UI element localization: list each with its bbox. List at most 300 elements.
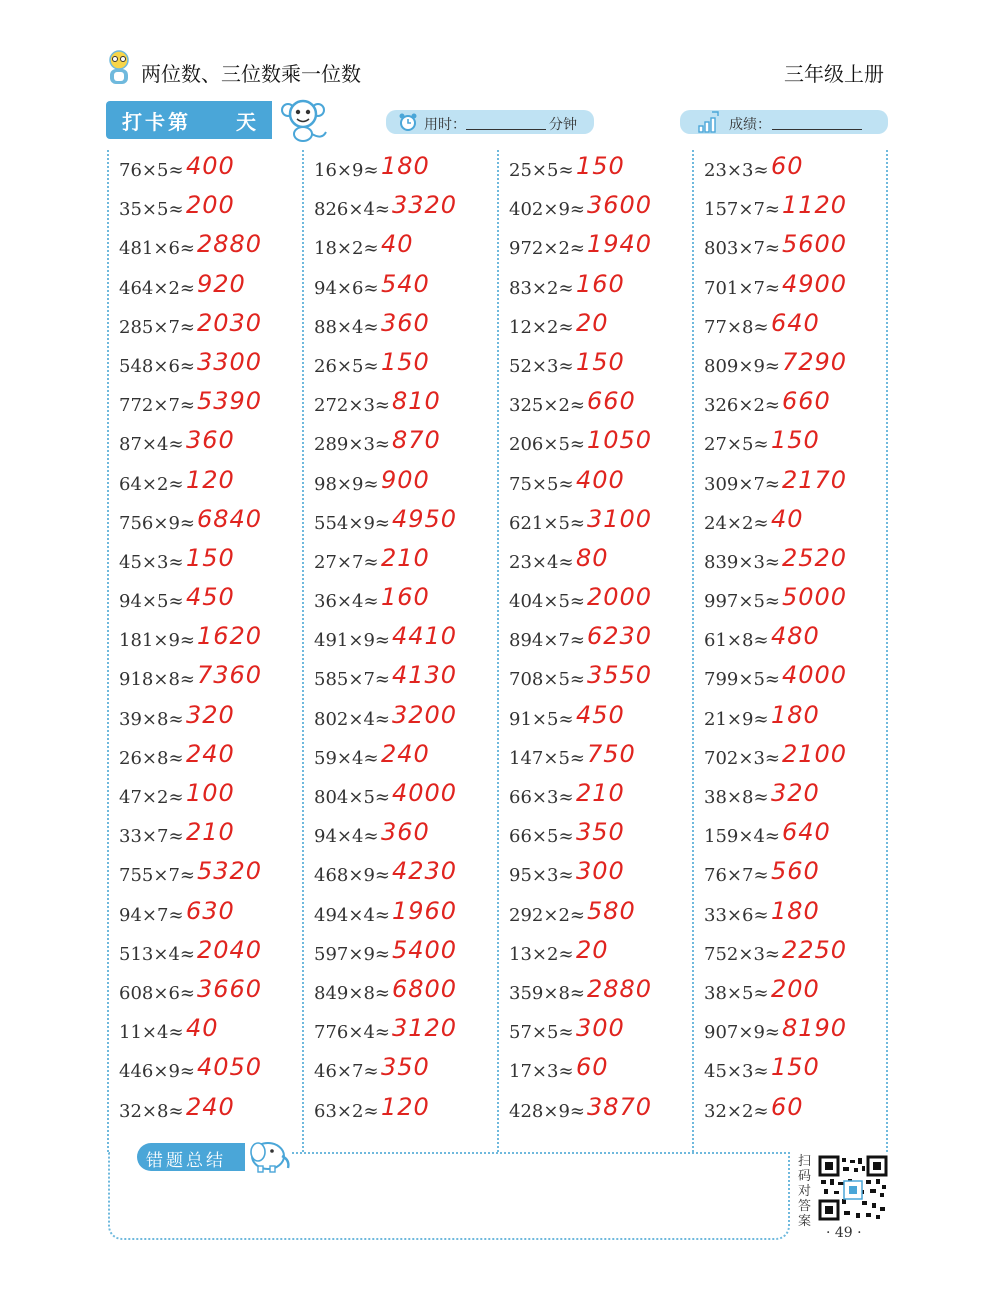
- exercise-row: [497, 1014, 692, 1053]
- exercise-row: [107, 857, 302, 896]
- exercise-grid: [107, 150, 888, 1152]
- exercise-row: [692, 191, 887, 230]
- score-label: 成绩：: [729, 117, 771, 133]
- exercise-question: 76×7≈: [704, 865, 769, 887]
- exercise-question: 402×9≈: [509, 199, 585, 221]
- exercise-row: [497, 936, 692, 975]
- exercise-question: 597×9≈: [314, 943, 390, 965]
- exercise-row: [107, 309, 302, 348]
- exercise-column: [692, 152, 887, 1132]
- exercise-answer[interactable]: 4230: [392, 857, 458, 886]
- exercise-row: [497, 505, 692, 544]
- exercise-row: [107, 1093, 302, 1132]
- exercise-answer[interactable]: 100: [186, 779, 235, 807]
- exercise-row: [107, 661, 302, 700]
- exercise-answer[interactable]: 20: [576, 935, 609, 964]
- exercise-answer[interactable]: 3300: [197, 347, 263, 376]
- exercise-question: 87×4≈: [119, 434, 184, 456]
- exercise-row: [692, 309, 887, 348]
- exercise-question: 826×4≈: [314, 199, 390, 221]
- exercise-row: [107, 622, 302, 661]
- exercise-row: [692, 426, 887, 465]
- exercise-question: 75×5≈: [509, 473, 574, 495]
- exercise-row: [302, 544, 497, 583]
- exercise-answer[interactable]: 400: [186, 152, 235, 180]
- exercise-answer[interactable]: 7290: [782, 347, 848, 376]
- exercise-row: [692, 740, 887, 779]
- exercise-question: 894×7≈: [509, 630, 585, 652]
- checkin-day-label: 天: [236, 110, 256, 134]
- exercise-answer[interactable]: 210: [186, 818, 235, 847]
- exercise-answer[interactable]: 320: [186, 700, 235, 729]
- exercise-row: [302, 936, 497, 975]
- exercise-row: [302, 701, 497, 740]
- exercise-answer[interactable]: 900: [381, 465, 430, 494]
- exercise-answer[interactable]: 2000: [587, 583, 653, 612]
- exercise-question: 802×4≈: [314, 708, 390, 730]
- exercise-answer[interactable]: 180: [771, 896, 820, 925]
- exercise-answer[interactable]: 5400: [392, 935, 458, 964]
- exercise-answer[interactable]: 7360: [197, 661, 263, 690]
- exercise-question: 36×4≈: [314, 591, 379, 613]
- exercise-question: 13×2≈: [509, 943, 574, 965]
- exercise-question: 63×2≈: [314, 1100, 379, 1122]
- exercise-answer[interactable]: 3120: [392, 1014, 458, 1043]
- exercise-question: 839×3≈: [704, 551, 780, 573]
- exercise-row: [692, 818, 887, 857]
- exercise-answer[interactable]: 160: [576, 269, 625, 298]
- exercise-row: [497, 897, 692, 936]
- exercise-column: [302, 152, 497, 1132]
- exercise-question: 206×5≈: [509, 434, 585, 456]
- qr-code-icon[interactable]: [818, 1155, 888, 1221]
- checkin-label: 打卡第: [122, 110, 191, 134]
- exercise-answer[interactable]: 160: [381, 583, 430, 612]
- exercise-question: 147×5≈: [509, 747, 585, 769]
- exercise-answer[interactable]: 60: [771, 152, 804, 180]
- exercise-answer[interactable]: 5390: [197, 387, 263, 416]
- exercise-question: 849×8≈: [314, 982, 390, 1004]
- exercise-answer[interactable]: 5000: [782, 583, 848, 612]
- exercise-answer[interactable]: 4950: [392, 504, 458, 533]
- exercise-row: [692, 152, 887, 191]
- exercise-question: 27×7≈: [314, 551, 379, 573]
- exercise-question: 64×2≈: [119, 473, 184, 495]
- exercise-row: [302, 387, 497, 426]
- exercise-question: 47×2≈: [119, 787, 184, 808]
- exercise-row: [692, 270, 887, 309]
- exercise-row: [692, 1093, 887, 1132]
- exercise-answer[interactable]: 240: [186, 739, 235, 768]
- exercise-row: [692, 583, 887, 622]
- exercise-row: [497, 857, 692, 896]
- exercise-answer[interactable]: 630: [186, 896, 235, 925]
- exercise-question: 918×8≈: [119, 669, 195, 691]
- exercise-answer[interactable]: 8190: [782, 1014, 848, 1043]
- exercise-answer[interactable]: 40: [381, 230, 414, 259]
- exercise-answer[interactable]: 480: [771, 622, 820, 651]
- exercise-answer[interactable]: 210: [381, 543, 430, 572]
- exercise-question: 309×7≈: [704, 473, 780, 495]
- exercise-question: 38×5≈: [704, 982, 769, 1004]
- exercise-question: 809×9≈: [704, 355, 780, 377]
- exercise-row: [497, 466, 692, 505]
- exercise-answer[interactable]: 2100: [782, 739, 848, 768]
- exercise-answer[interactable]: 180: [381, 152, 430, 180]
- exercise-question: 804×5≈: [314, 787, 390, 808]
- exercise-row: [497, 583, 692, 622]
- exercise-row: [107, 779, 302, 818]
- exercise-question: 16×9≈: [314, 160, 379, 181]
- exercise-row: [107, 818, 302, 857]
- exercise-answer[interactable]: 1120: [782, 191, 848, 220]
- exercise-question: 33×7≈: [119, 826, 184, 848]
- exercise-answer[interactable]: 400: [576, 465, 625, 494]
- exercise-question: 76×5≈: [119, 160, 184, 181]
- score-input[interactable]: [772, 129, 862, 130]
- exercise-answer[interactable]: 3200: [392, 700, 458, 729]
- exercise-row: [497, 1053, 692, 1092]
- exercise-answer[interactable]: 3600: [587, 191, 653, 220]
- exercise-row: [692, 936, 887, 975]
- exercise-row: [302, 857, 497, 896]
- exercise-question: 17×3≈: [509, 1061, 574, 1083]
- exercise-row: [497, 818, 692, 857]
- owl-logo-icon: [106, 50, 132, 86]
- exercise-answer[interactable]: 360: [381, 308, 430, 337]
- mistake-summary-label: 错题总结: [146, 1151, 226, 1171]
- exercise-row: [302, 505, 497, 544]
- exercise-question: 18×2≈: [314, 238, 379, 260]
- exercise-answer[interactable]: 80: [576, 543, 609, 572]
- exercise-answer[interactable]: 240: [381, 739, 430, 768]
- exercise-row: [302, 740, 497, 779]
- exercise-row: [497, 622, 692, 661]
- exercise-answer[interactable]: 580: [587, 896, 636, 925]
- exercise-question: 585×7≈: [314, 669, 390, 691]
- exercise-answer[interactable]: 660: [782, 387, 831, 416]
- exercise-row: [692, 544, 887, 583]
- exercise-row: [107, 230, 302, 269]
- exercise-question: 83×2≈: [509, 277, 574, 299]
- exercise-answer[interactable]: 540: [381, 269, 430, 298]
- exercise-question: 159×4≈: [704, 826, 780, 848]
- exercise-answer[interactable]: 3550: [587, 661, 653, 690]
- exercise-answer[interactable]: 150: [576, 152, 625, 180]
- exercise-row: [107, 701, 302, 740]
- exercise-row: [107, 152, 302, 191]
- exercise-answer[interactable]: 750: [587, 739, 636, 768]
- exercise-row: [497, 740, 692, 779]
- exercise-answer[interactable]: 3870: [587, 1092, 653, 1121]
- exercise-answer[interactable]: 2250: [782, 935, 848, 964]
- exercise-question: 11×4≈: [119, 1022, 184, 1044]
- exercise-row: [107, 975, 302, 1014]
- exercise-question: 32×2≈: [704, 1100, 769, 1122]
- exercise-answer[interactable]: 20: [576, 308, 609, 337]
- exercise-question: 45×3≈: [119, 551, 184, 573]
- exercise-row: [302, 622, 497, 661]
- exercise-question: 272×3≈: [314, 395, 390, 417]
- exercise-question: 91×5≈: [509, 708, 574, 730]
- exercise-row: [107, 387, 302, 426]
- exercise-answer[interactable]: 560: [771, 857, 820, 886]
- exercise-row: [302, 661, 497, 700]
- exercise-row: [302, 152, 497, 191]
- exercise-question: 446×9≈: [119, 1061, 195, 1083]
- exercise-question: 33×6≈: [704, 904, 769, 926]
- time-label: 用时：: [424, 117, 466, 133]
- exercise-question: 94×5≈: [119, 591, 184, 613]
- exercise-row: [497, 191, 692, 230]
- exercise-question: 26×5≈: [314, 355, 379, 377]
- monkey-mascot-icon: [276, 96, 330, 142]
- grade-label: 三年级上册: [784, 62, 884, 86]
- exercise-row: [302, 1093, 497, 1132]
- exercise-answer[interactable]: 240: [186, 1092, 235, 1121]
- exercise-row: [107, 1014, 302, 1053]
- exercise-row: [302, 466, 497, 505]
- exercise-question: 494×4≈: [314, 904, 390, 926]
- exercise-answer[interactable]: 2520: [782, 543, 848, 572]
- exercise-answer[interactable]: 300: [576, 1014, 625, 1043]
- exercise-row: [107, 544, 302, 583]
- exercise-question: 94×4≈: [314, 826, 379, 848]
- exercise-answer[interactable]: 450: [576, 700, 625, 729]
- exercise-row: [497, 387, 692, 426]
- exercise-row: [497, 426, 692, 465]
- exercise-question: 548×6≈: [119, 355, 195, 377]
- exercise-answer[interactable]: 150: [576, 347, 625, 376]
- exercise-answer[interactable]: 2880: [587, 974, 653, 1003]
- exercise-question: 776×4≈: [314, 1022, 390, 1044]
- exercise-answer[interactable]: 150: [186, 543, 235, 572]
- exercise-answer[interactable]: 150: [771, 426, 820, 455]
- exercise-row: [302, 426, 497, 465]
- exercise-question: 23×3≈: [704, 160, 769, 181]
- exercise-row: [302, 897, 497, 936]
- exercise-answer[interactable]: 4410: [392, 622, 458, 651]
- exercise-answer[interactable]: 150: [771, 1053, 820, 1082]
- exercise-question: 57×5≈: [509, 1022, 574, 1044]
- exercise-question: 45×3≈: [704, 1061, 769, 1083]
- exercise-answer[interactable]: 180: [771, 700, 820, 729]
- exercise-answer[interactable]: 1050: [587, 426, 653, 455]
- exercise-answer[interactable]: 1940: [587, 230, 653, 259]
- exercise-question: 61×8≈: [704, 630, 769, 652]
- exercise-question: 772×7≈: [119, 395, 195, 417]
- exercise-row: [302, 230, 497, 269]
- exercise-question: 12×2≈: [509, 316, 574, 338]
- exercise-answer[interactable]: 870: [392, 426, 441, 455]
- exercise-row: [107, 348, 302, 387]
- exercise-row: [497, 544, 692, 583]
- exercise-answer[interactable]: 320: [771, 779, 820, 807]
- exercise-answer[interactable]: 4000: [392, 779, 458, 807]
- exercise-row: [497, 309, 692, 348]
- time-input[interactable]: [466, 129, 546, 130]
- exercise-question: 708×5≈: [509, 669, 585, 691]
- exercise-answer[interactable]: 200: [186, 191, 235, 220]
- exercise-question: 95×3≈: [509, 865, 574, 887]
- time-unit-label: 分钟: [549, 117, 577, 133]
- exercise-answer[interactable]: 4130: [392, 661, 458, 690]
- exercise-row: [107, 466, 302, 505]
- exercise-answer[interactable]: 40: [771, 504, 804, 533]
- exercise-answer[interactable]: 2030: [197, 308, 263, 337]
- exercise-row: [107, 505, 302, 544]
- exercise-row: [692, 1014, 887, 1053]
- exercise-answer[interactable]: 200: [771, 974, 820, 1003]
- exercise-row: [302, 191, 497, 230]
- exercise-answer[interactable]: 5320: [197, 857, 263, 886]
- exercise-answer[interactable]: 300: [576, 857, 625, 886]
- exercise-row: [692, 779, 887, 818]
- exercise-question: 621×5≈: [509, 512, 585, 534]
- exercise-row: [107, 740, 302, 779]
- exercise-answer[interactable]: 2880: [197, 230, 263, 259]
- exercise-row: [692, 387, 887, 426]
- exercise-question: 24×2≈: [704, 512, 769, 534]
- exercise-row: [692, 505, 887, 544]
- exercise-column: [497, 152, 692, 1132]
- exercise-answer[interactable]: 660: [587, 387, 636, 416]
- exercise-answer[interactable]: 4000: [782, 661, 848, 690]
- exercise-question: 39×8≈: [119, 708, 184, 730]
- exercise-question: 88×4≈: [314, 316, 379, 338]
- exercise-question: 608×6≈: [119, 982, 195, 1004]
- exercise-answer[interactable]: 920: [197, 269, 246, 298]
- exercise-answer[interactable]: 6800: [392, 974, 458, 1003]
- exercise-question: 46×7≈: [314, 1061, 379, 1083]
- exercise-answer[interactable]: 2170: [782, 465, 848, 494]
- exercise-row: [692, 230, 887, 269]
- exercise-question: 292×2≈: [509, 904, 585, 926]
- exercise-question: 752×3≈: [704, 943, 780, 965]
- exercise-question: 77×8≈: [704, 316, 769, 338]
- exercise-question: 554×9≈: [314, 512, 390, 534]
- exercise-question: 66×5≈: [509, 826, 574, 848]
- exercise-row: [497, 270, 692, 309]
- exercise-question: 52×3≈: [509, 355, 574, 377]
- exercise-row: [107, 270, 302, 309]
- exercise-question: 326×2≈: [704, 395, 780, 417]
- exercise-row: [302, 779, 497, 818]
- exercise-question: 21×9≈: [704, 708, 769, 730]
- exercise-row: [302, 818, 497, 857]
- exercise-row: [692, 661, 887, 700]
- trophy-chart-icon: [696, 110, 720, 134]
- page-title: 两位数、三位数乘一位数: [141, 62, 361, 86]
- exercise-question: 481×6≈: [119, 238, 195, 260]
- elephant-mascot-icon: [244, 1136, 294, 1174]
- exercise-answer[interactable]: 450: [186, 583, 235, 612]
- exercise-row: [497, 779, 692, 818]
- exercise-row: [302, 1053, 497, 1092]
- exercise-question: 32×8≈: [119, 1100, 184, 1122]
- exercise-row: [497, 701, 692, 740]
- exercise-row: [302, 270, 497, 309]
- exercise-answer[interactable]: 2040: [197, 935, 263, 964]
- exercise-answer[interactable]: 640: [771, 308, 820, 337]
- exercise-row: [302, 975, 497, 1014]
- scan-qr-caption: 扫码对答案: [798, 1154, 812, 1229]
- exercise-row: [692, 897, 887, 936]
- exercise-question: 702×3≈: [704, 747, 780, 769]
- exercise-answer[interactable]: 3320: [392, 191, 458, 220]
- exercise-answer[interactable]: 210: [576, 779, 625, 807]
- exercise-answer[interactable]: 350: [576, 818, 625, 847]
- exercise-answer[interactable]: 1960: [392, 896, 458, 925]
- exercise-row: [302, 583, 497, 622]
- exercise-question: 701×7≈: [704, 277, 780, 299]
- exercise-answer[interactable]: 360: [186, 426, 235, 455]
- exercise-row: [497, 1093, 692, 1132]
- exercise-question: 94×6≈: [314, 277, 379, 299]
- exercise-row: [107, 897, 302, 936]
- exercise-question: 181×9≈: [119, 630, 195, 652]
- exercise-answer[interactable]: 6230: [587, 622, 653, 651]
- exercise-question: 468×9≈: [314, 865, 390, 887]
- exercise-answer[interactable]: 1620: [197, 622, 263, 651]
- exercise-row: [497, 152, 692, 191]
- exercise-question: 997×5≈: [704, 591, 780, 613]
- exercise-question: 803×7≈: [704, 238, 780, 260]
- exercise-answer[interactable]: 3660: [197, 974, 263, 1003]
- exercise-answer[interactable]: 810: [392, 387, 441, 416]
- exercise-question: 25×5≈: [509, 160, 574, 181]
- exercise-answer[interactable]: 3100: [587, 504, 653, 533]
- exercise-answer[interactable]: 60: [576, 1053, 609, 1082]
- exercise-answer[interactable]: 4900: [782, 269, 848, 298]
- exercise-answer[interactable]: 150: [381, 347, 430, 376]
- exercise-question: 972×2≈: [509, 238, 585, 260]
- exercise-row: [107, 583, 302, 622]
- exercise-question: 464×2≈: [119, 277, 195, 299]
- exercise-answer[interactable]: 120: [381, 1092, 430, 1121]
- exercise-row: [692, 1053, 887, 1092]
- exercise-row: [107, 426, 302, 465]
- exercise-answer[interactable]: 640: [782, 818, 831, 847]
- exercise-question: 35×5≈: [119, 199, 184, 221]
- exercise-answer[interactable]: 60: [771, 1092, 804, 1121]
- exercise-question: 23×4≈: [509, 551, 574, 573]
- exercise-question: 491×9≈: [314, 630, 390, 652]
- exercise-row: [302, 348, 497, 387]
- exercise-answer[interactable]: 360: [381, 818, 430, 847]
- exercise-answer[interactable]: 120: [186, 465, 235, 494]
- exercise-question: 359×8≈: [509, 982, 585, 1004]
- exercise-answer[interactable]: 6840: [197, 504, 263, 533]
- exercise-answer[interactable]: 40: [186, 1014, 219, 1043]
- exercise-question: 756×9≈: [119, 512, 195, 534]
- exercise-row: [692, 975, 887, 1014]
- exercise-question: 285×7≈: [119, 316, 195, 338]
- exercise-column: [107, 152, 302, 1132]
- exercise-answer[interactable]: 5600: [782, 230, 848, 259]
- exercise-answer[interactable]: 4050: [197, 1053, 263, 1082]
- exercise-row: [302, 1014, 497, 1053]
- exercise-row: [692, 348, 887, 387]
- exercise-row: [107, 191, 302, 230]
- exercise-row: [692, 701, 887, 740]
- exercise-question: 513×4≈: [119, 943, 195, 965]
- exercise-question: 325×2≈: [509, 395, 585, 417]
- exercise-row: [497, 661, 692, 700]
- exercise-question: 289×3≈: [314, 434, 390, 456]
- exercise-question: 755×7≈: [119, 865, 195, 887]
- exercise-answer[interactable]: 350: [381, 1053, 430, 1082]
